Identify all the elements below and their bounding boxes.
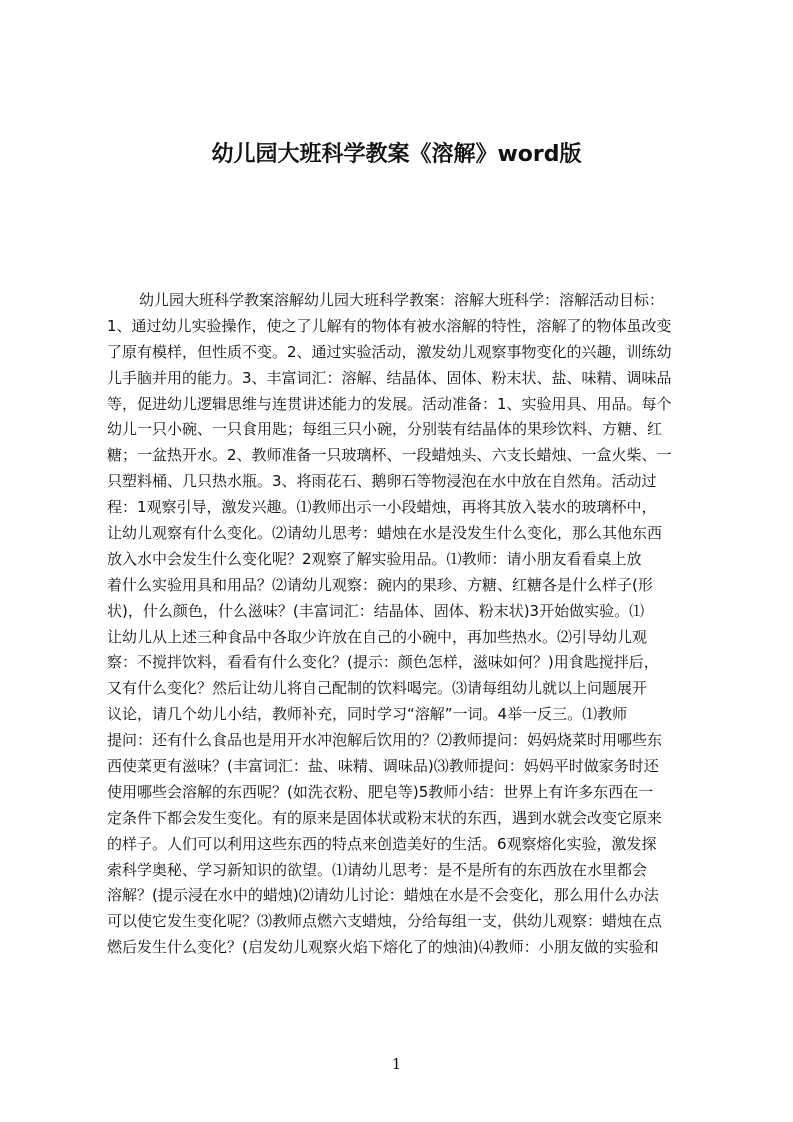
body-line: 糖；一盆热开水。2、教师准备一只玻璃杯、一段蜡烛头、六支长蜡烛、一盒火柴、一 [107,446,672,465]
body-line: 等，促进幼儿逻辑思维与连贯讲述能力的发展。活动准备：1、实验用具、用品。每个 [107,394,672,413]
body-line: 着什么实验用具和用品？⑵请幼儿观察：碗内的果珍、方糖、红糖各是什么样子(形 [107,575,653,594]
body-line: 定条件下都会发生变化。有的原来是固体状或粉末状的东西，遇到水就会改变它原来 [107,808,663,827]
document-body [107,288,697,957]
body-line: 幼儿一只小碗、一只食用匙；每组三只小碗，分别装有结晶体的果珍饮料、方糖、红 [107,420,663,439]
body-line: 1、通过幼儿实验操作，使之了儿解有的物体有被水溶解的特性，溶解了的物体虽改变 [107,316,672,335]
body-line: 了原有模样，但性质不变。2、通过实验活动，激发幼儿观察事物变化的兴趣，训练幼 [107,342,672,361]
body-line: 让幼儿观察有什么变化。⑵请幼儿思考：蜡烛在水是没发生什么变化，那么其他东西 [107,524,663,543]
body-line: 可以使它发生变化呢？⑶教师点燃六支蜡烛，分给每组一支，供幼儿观察：蜡烛在点 [107,912,663,931]
body-line: 溶解？(提示浸在水中的蜡烛)⑵请幼儿讨论：蜡烛在水是不会变化，那么用什么办法 [107,886,659,905]
body-line: 让幼儿从上述三种食品中各取少许放在自己的小碗中，再加些热水。⑵引导幼儿观 [107,627,648,646]
page-number: 1 [391,1055,402,1073]
body-line: 索科学奥秘、学习新知识的欲望。⑴请幼儿思考：是不是所有的东西放在水里都会 [107,860,648,879]
body-line: 只塑料桶、几只热水瓶。3、将雨花石、鹅卵石等物浸泡在水中放在自然角。活动过 [107,472,657,491]
body-line: 幼儿园大班科学教案溶解幼儿园大班科学教案：溶解大班科学：溶解活动目标： [139,291,665,309]
body-line: 放入水中会发生什么变化呢？2观察了解实验用品。⑴教师：请小朋友看看桌上放 [107,549,642,568]
body-line: 状)，什么颜色，什么滋味？(丰富词汇：结晶体、固体、粉末状)3开始做实验。⑴ [107,601,645,620]
body-line: 儿手脑并用的能力。3、丰富词汇：溶解、结晶体、固体、粉末状、盐、味精、调味品 [107,368,672,387]
body-line: 使用哪些会溶解的东西呢？(如洗衣粉、肥皂等)5教师小结：世界上有许多东西在一 [107,782,654,801]
body-line: 燃后发生什么变化？(启发幼儿观察火焰下熔化了的烛油)⑷教师：小朋友做的实验和 [107,938,659,957]
body-line: 西使菜更有滋味？(丰富词汇：盐、味精、调味品)⑶教师提问：妈妈平时做家务时还 [107,757,659,776]
body-line: 议论，请几个幼儿小结，教师补充，同时学习“溶解”一词。4举一反三。⑴教师 [107,705,628,724]
body-line: 察：不搅拌饮料，看看有什么变化？(提示：颜色怎样，滋味如何？)用食匙搅拌后， [107,653,659,672]
body-line: 提问：还有什么食品也是用开水冲泡解后饮用的？⑵教师提问：妈妈烧菜时用哪些东 [107,731,663,750]
body-line: 程：1观察引导，激发兴趣。⑴教师出示一小段蜡烛，再将其放入装水的玻璃杯中， [107,498,657,517]
body-line: 的样子。人们可以利用这些东西的特点来创造美好的生活。6观察熔化实验，激发探 [107,834,657,853]
body-line: 又有什么变化？然后让幼儿将自己配制的饮料喝完。⑶请每组幼儿就以上问题展开 [107,679,648,698]
page-title: 幼儿园大班科学教案《溶解》word版 [211,142,582,167]
